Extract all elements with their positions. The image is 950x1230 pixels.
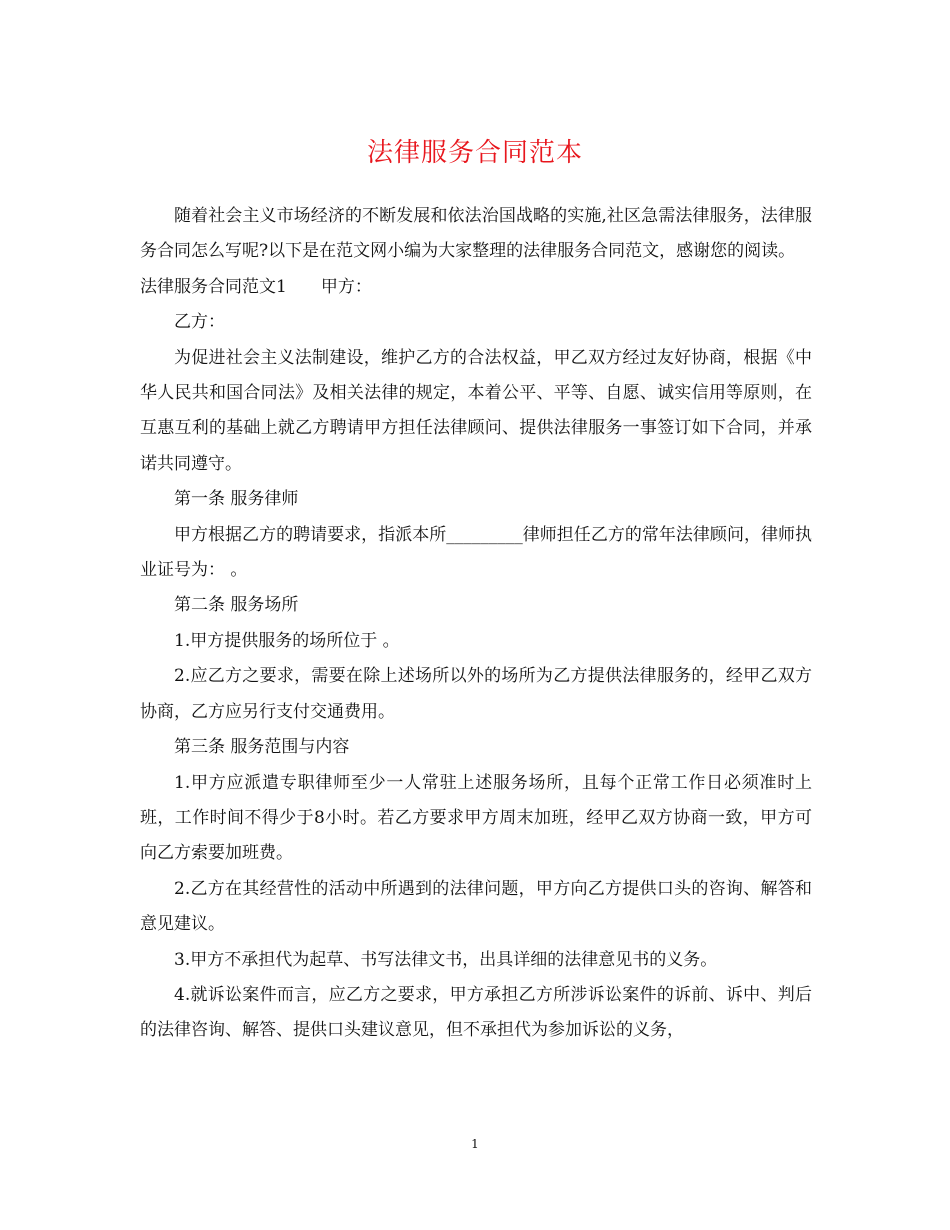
- article-3-paragraph-3: 3.甲方不承担代为起草、书写法律文书，出具详细的法律意见书的义务。: [174, 949, 718, 970]
- article-3-paragraph-2: 2.乙方在其经营性的活动中所遇到的法律问题，甲方向乙方提供口头的咨询、解答和意见建议。: [140, 878, 812, 935]
- article-2-paragraph-2: 2.应乙方之要求，需要在除上述场所以外的场所为乙方提供法律服务的，经甲乙双方协商，乙方应另行支付交通费用。: [140, 666, 812, 722]
- article-2-title: 第二条 服务场所: [174, 595, 299, 616]
- preamble-paragraph: 为促进社会主义法制建设，维护乙方的合法权益，甲乙双方经过友好协商，根据《中华人民共和国合同法》及相关法律的规定，本着公平、平等、自愿、诚实信用等原则，在互惠互利的基础上就乙方聘请甲方担任法律顾问、提供法律服务一事签订如下合同，并承诺共同遵守。: [140, 347, 812, 474]
- article-1-paragraph-1: 甲方根据乙方的聘请要求，指派本所_________律师担任乙方的常年法律顾问，律师执业证号为： 。: [140, 524, 812, 581]
- sample-label: 法律服务合同范文1: [140, 276, 287, 297]
- document-body: [140, 199, 812, 1049]
- document-title: 法律服务合同范本: [366, 138, 583, 168]
- sample-heading-line: [140, 270, 812, 305]
- article-3-paragraph-1: 1.甲方应派遣专职律师至少一人常驻上述服务场所，且每个正常工作日必须准时上班，工作时间不得少于8小时。若乙方要求甲方周末加班，经甲乙双方协商一致，甲方可向乙方索要加班费。: [140, 772, 812, 864]
- article-2-paragraph-1: 1.甲方提供服务的场所位于 。: [174, 630, 400, 651]
- party-a-label: 甲方：: [320, 276, 372, 297]
- intro-paragraph: 随着社会主义市场经济的不断发展和依法治国战略的实施,社区急需法律服务，法律服务合同怎么写呢?以下是在范文网小编为大家整理的法律服务合同范文，感谢您的阅读。: [140, 206, 812, 262]
- party-b-label: 乙方：: [174, 312, 225, 333]
- article-3-title: 第三条 服务范围与内容: [174, 737, 350, 758]
- article-1-title: 第一条 服务律师: [174, 489, 299, 510]
- page-number: 1: [471, 1137, 479, 1151]
- article-3-paragraph-4: 4.就诉讼案件而言，应乙方之要求，甲方承担乙方所涉诉讼案件的诉前、诉中、判后的法律咨询、解答、提供口头建议意见，但不承担代为参加诉讼的义务，: [140, 984, 812, 1041]
